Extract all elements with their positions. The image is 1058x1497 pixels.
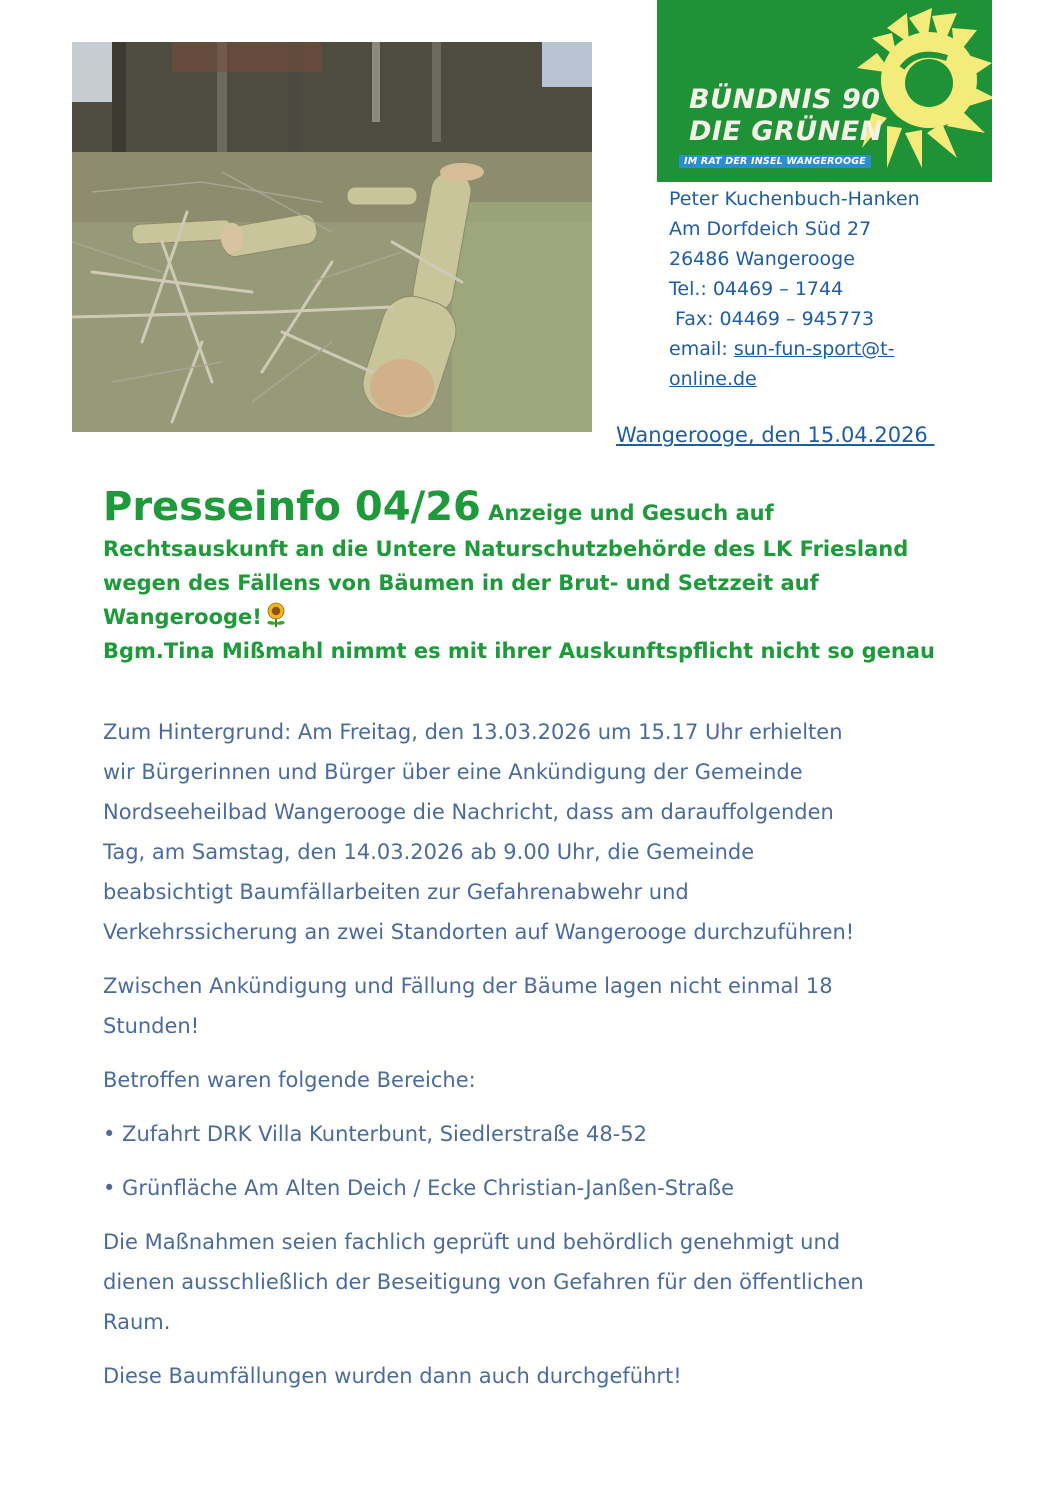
email-link[interactable]: sun-fun-sport@t- xyxy=(733,338,895,360)
logo-line-1: BÜNDNIS 90 xyxy=(689,84,881,115)
text-line: wir Bürgerinnen und Bürger über eine Ankündigung der Gemeinde xyxy=(103,760,803,784)
contact-block xyxy=(669,184,920,394)
headline-line-3-row xyxy=(103,600,963,634)
headline-line-3: Wangerooge! xyxy=(103,605,262,629)
text-line: Zwischen Ankündigung und Fällung der Bäume lagen nicht einmal 18 xyxy=(103,974,833,998)
dateline: Wangerooge, den 15.04.2026 xyxy=(616,423,935,447)
email-label: email: xyxy=(669,338,734,360)
headline-line-2: wegen des Fällens von Bäumen in der Brut- und Setzzeit auf xyxy=(103,571,819,595)
paragraph-background xyxy=(103,712,963,952)
article-body xyxy=(103,712,963,1410)
headline-line-4: Bgm.Tina Mißmahl nimmt es mit ihrer Auskunftspflicht nicht so genau xyxy=(103,639,935,663)
headline xyxy=(103,482,963,668)
text-line: beabsichtigt Baumfällarbeiten zur Gefahrenabwehr und xyxy=(103,880,689,904)
text-line: dienen ausschließlich der Beseitigung von Gefahren für den öffentlichen xyxy=(103,1270,864,1294)
photo-illustration xyxy=(72,42,592,432)
logo-tagline: IM RAT DER INSEL WANGEROOGE xyxy=(679,155,871,168)
email-link-continued[interactable]: online.de xyxy=(669,368,757,390)
contact-street: Am Dorfdeich Süd 27 xyxy=(669,218,872,240)
contact-email-row-2 xyxy=(669,364,920,394)
headline-first-line xyxy=(103,482,963,532)
text-line: Stunden! xyxy=(103,1014,200,1038)
page-title: Presseinfo 04/26 xyxy=(103,484,481,530)
contact-email-row xyxy=(669,334,920,364)
headline-line-1: Rechtsauskunft an die Untere Naturschutzbehörde des LK Friesland xyxy=(103,537,909,561)
paragraph-affected-areas: Betroffen waren folgende Bereiche: xyxy=(103,1068,476,1092)
headline-subtitle: Anzeige und Gesuch auf xyxy=(480,501,774,525)
text-line: Zum Hintergrund: Am Freitag, den 13.03.2026 um 15.17 Uhr erhielten xyxy=(103,720,843,744)
paragraph-conclusion: Diese Baumfällungen wurden dann auch durchgeführt! xyxy=(103,1364,682,1388)
contact-city: 26486 Wangerooge xyxy=(669,248,855,270)
paragraph-timing xyxy=(103,966,963,1046)
logo-line-2: DIE GRÜNEN xyxy=(689,116,883,147)
paragraph-measures xyxy=(103,1222,963,1342)
text-line: Nordseeheilbad Wangerooge die Nachricht, dass am darauffolgenden xyxy=(103,800,834,824)
contact-name: Peter Kuchenbuch-Hanken xyxy=(669,188,920,210)
felled-trees-photo xyxy=(72,42,592,432)
sunflower-emoji-icon xyxy=(264,602,288,628)
contact-fax: Fax: 04469 – 945773 xyxy=(669,308,875,330)
list-item: • Zufahrt DRK Villa Kunterbunt, Siedlerstraße 48-52 xyxy=(103,1122,648,1146)
contact-phone: Tel.: 04469 – 1744 xyxy=(669,278,844,300)
text-line: Tag, am Samstag, den 14.03.2026 ab 9.00 Uhr, die Gemeinde xyxy=(103,840,755,864)
text-line: Verkehrssicherung an zwei Standorten auf Wangerooge durchzuführen! xyxy=(103,920,855,944)
party-logo xyxy=(657,0,992,182)
text-line: Die Maßnahmen seien fachlich geprüft und behördlich genehmigt und xyxy=(103,1230,841,1254)
list-item: • Grünfläche Am Alten Deich / Ecke Christian-Janßen-Straße xyxy=(103,1176,734,1200)
text-line: Raum. xyxy=(103,1310,171,1334)
